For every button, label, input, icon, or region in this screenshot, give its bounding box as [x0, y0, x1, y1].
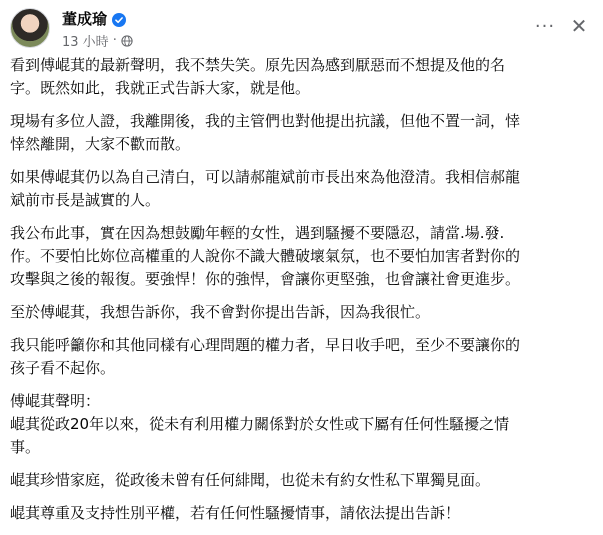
post-paragraph: 崐萁尊重及支持性別平權，若有任何性騷擾情事，請依法提出告訴！	[10, 504, 461, 522]
separator-dot: ·	[112, 33, 117, 48]
post-header	[10, 6, 593, 50]
post-paragraph: 崐萁珍惜家庭，從政後未曾有任何緋聞，也從未有約女性私下單獨見面。	[10, 471, 491, 489]
post-paragraph: 我公布此事，實在因為想鼓勵年輕的女性，遇到騷擾不要隱忍，請當.場.發. 作。不要怕比妳位高權重的人說你不識大體破壞氣氛，也不要怕加害者對你的 攻擊與之後的報復。要強悍！你的強悍，會讓你更堅強，也會讓社會更進步。	[10, 224, 521, 288]
author-name[interactable]: 董成瑜	[62, 10, 108, 28]
post-paragraph: 至於傅崐萁，我想告訴你，我不會對你提出告訴，因為我很忙。	[10, 303, 431, 321]
post-paragraph: 傅崐萁聲明： 崐萁從政20年以來，從未有利用權力關係對於女性或下屬有任何性騷擾之情 事。	[10, 392, 510, 456]
post-timestamp[interactable]: 13 小時	[62, 35, 109, 50]
verified-badge-icon	[112, 12, 126, 26]
post-meta	[62, 31, 133, 50]
post-paragraph: 我只能呼籲你和其他同樣有心理問題的權力者，早日收手吧，至少不要讓你的 孩子看不起你。	[10, 336, 521, 377]
post-paragraph: 現場有多位人證，我離開後，我的主管們也對他提出抗議，但他不置一詞，悻 悻然離開，大家不歡而散。	[10, 112, 521, 153]
author-row	[62, 8, 126, 29]
more-options-button[interactable]: ···	[534, 15, 556, 37]
avatar[interactable]	[10, 8, 50, 48]
close-button[interactable]: ✕	[570, 14, 588, 38]
post-paragraph: 如果傅崐萁仍以為自己清白，可以請郝龍斌前市長出來為他澄清。我相信郝龍 斌前市長是誠實的人。	[10, 168, 521, 209]
post-body	[10, 54, 585, 535]
globe-icon[interactable]	[121, 35, 133, 47]
post-paragraph: 看到傅崐萁的最新聲明，我不禁失笑。原先因為感到厭惡而不想提及他的名 字。既然如此，我就正式告訴大家，就是他。	[10, 56, 506, 97]
